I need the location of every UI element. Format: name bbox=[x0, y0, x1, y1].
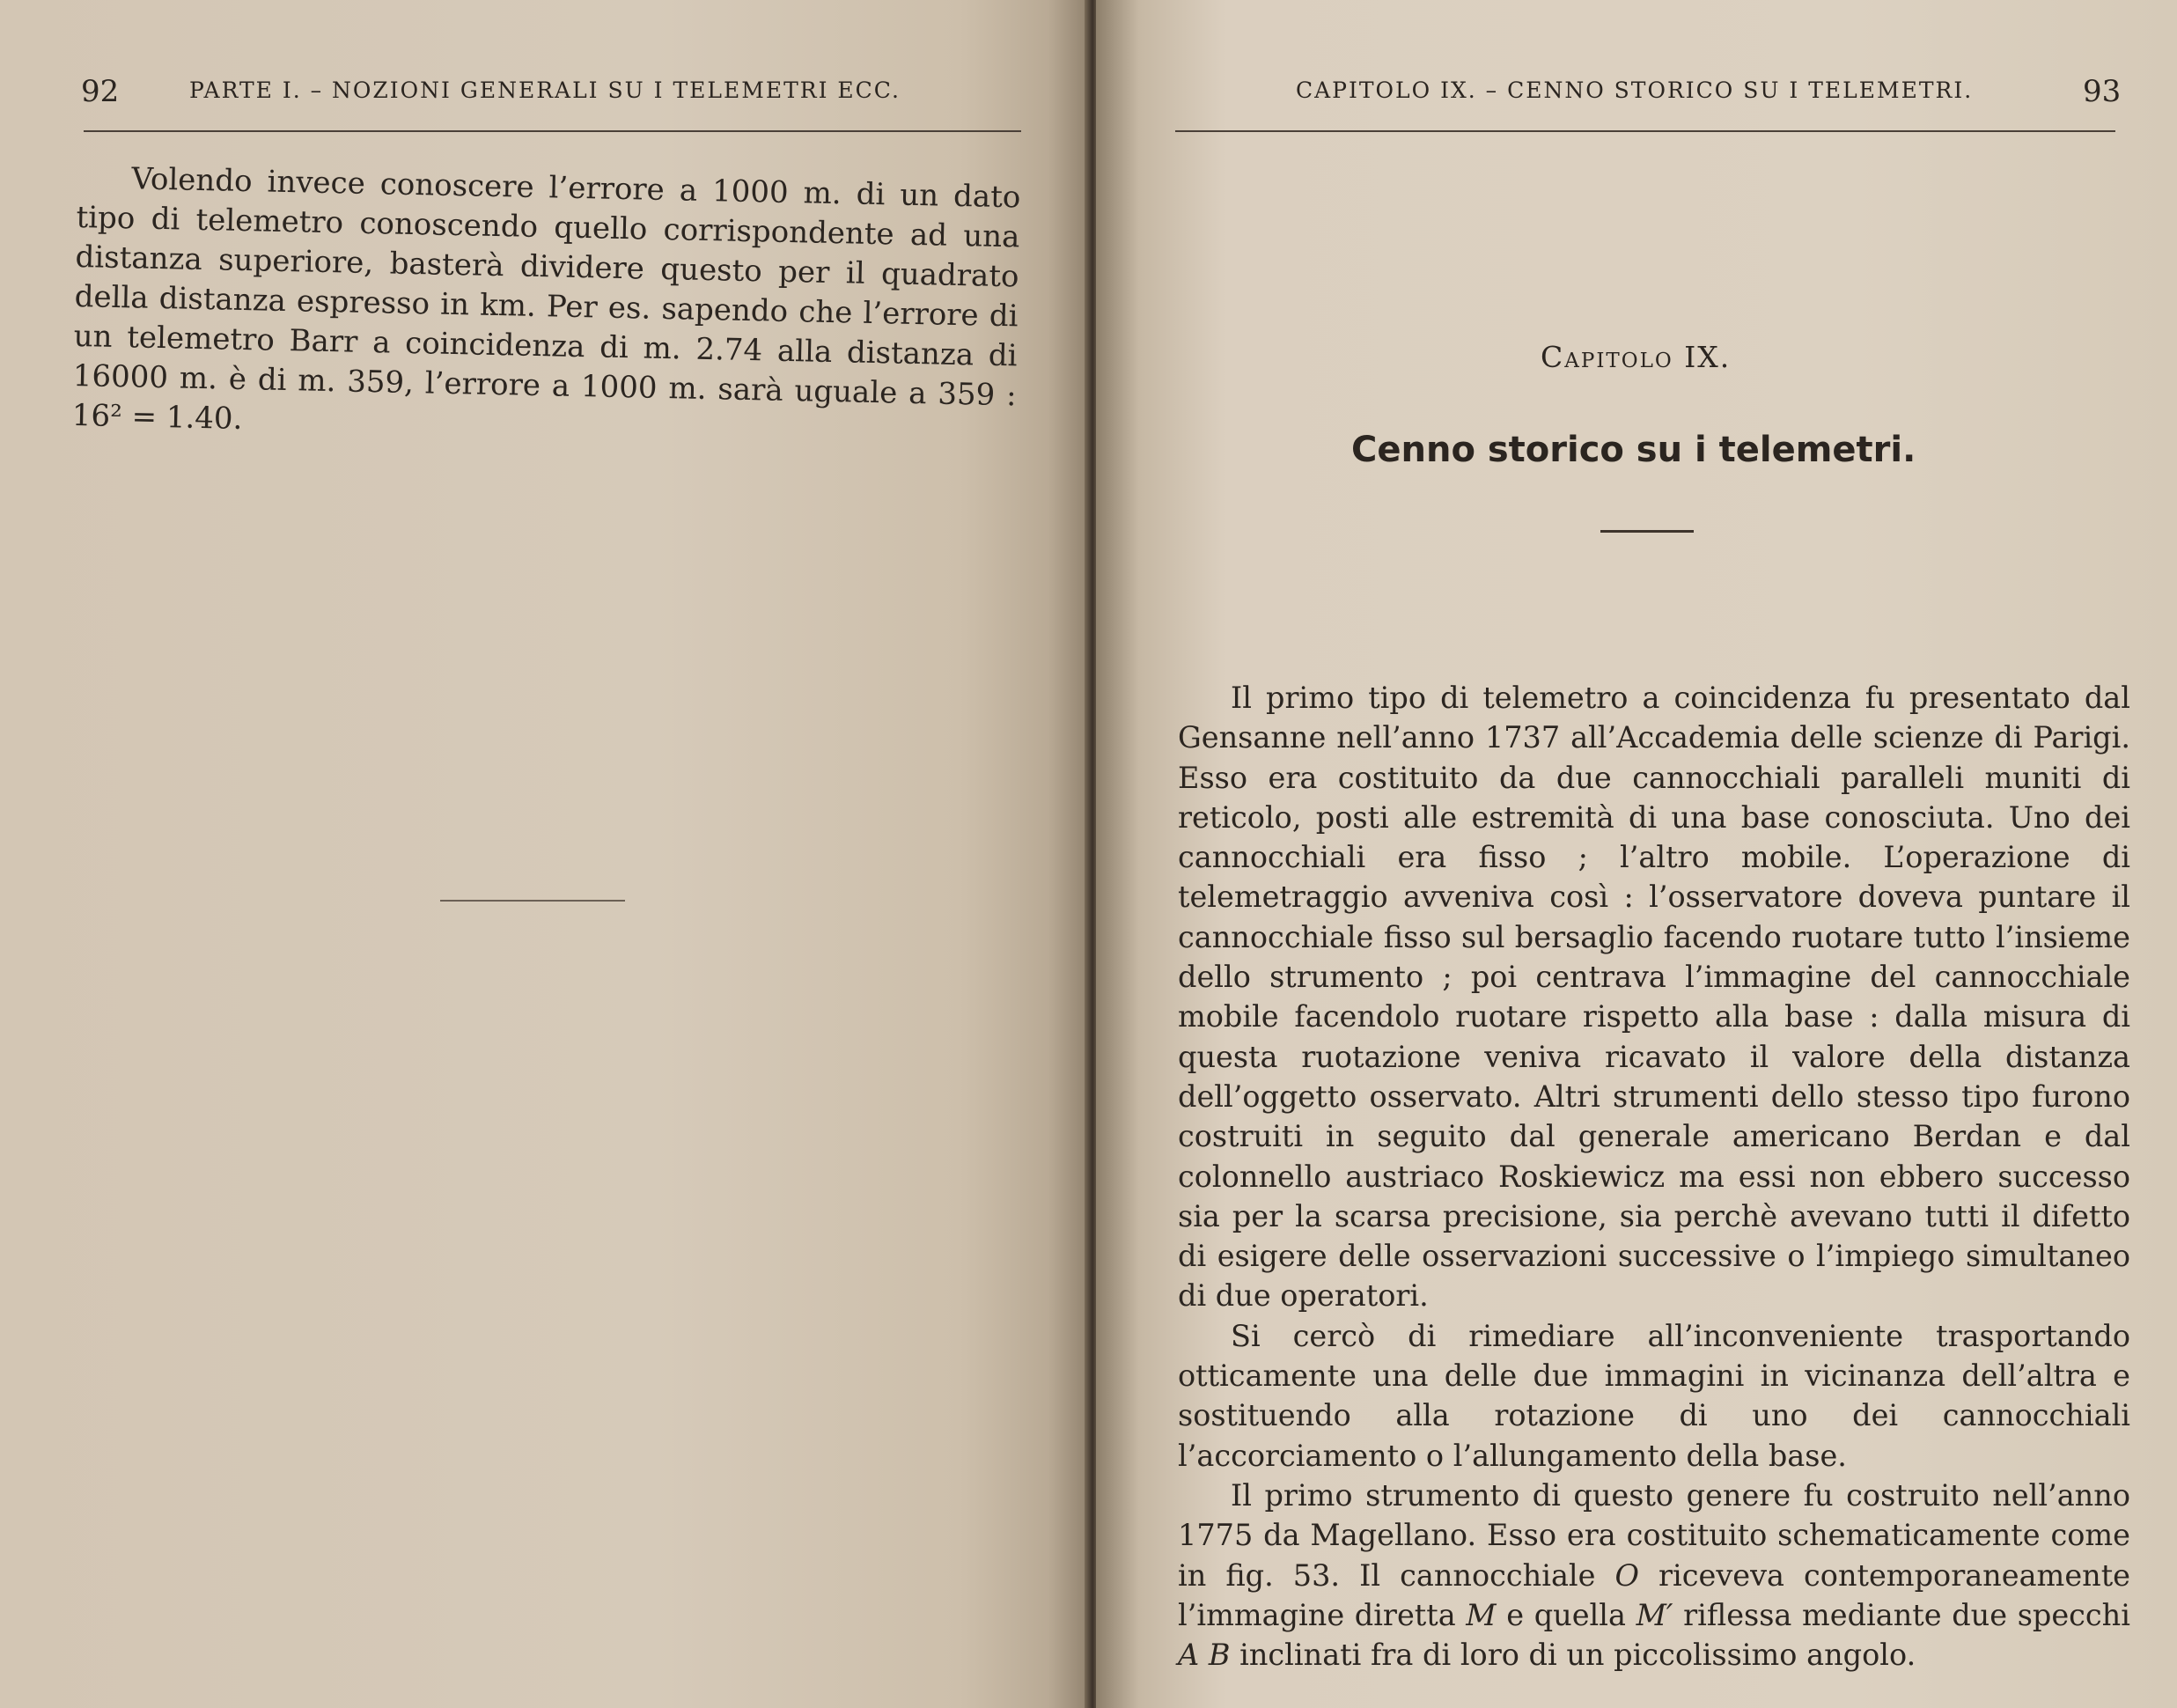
header-rule bbox=[84, 130, 1021, 132]
symbol-b: B bbox=[1208, 1638, 1231, 1673]
title-rule bbox=[1600, 530, 1694, 533]
body-paragraph: Volendo invece conoscere l’errore a 1000 m. di un dato tipo di telemetro conoscendo quello corrispondente ad una distanza superiore, basterà dividere questo per il quadrato della distanza espresso in km. Per es. sapendo che l’errore di un telemetro Barr a coincidenza di m. 2.74 alla distanza di 16000 m. è di m. 359, l’errore a 1000 m. sarà uguale a 359 : 16² = 1.40. bbox=[71, 161, 1021, 437]
symbol-m-prime: M′ bbox=[1636, 1597, 1673, 1632]
chapter-title: Cenno storico su i telemetri. bbox=[1351, 430, 1916, 470]
page-number: 92 bbox=[81, 74, 120, 109]
text-run: riceveva contemporaneamente l’immagine diretta bbox=[1178, 1557, 2131, 1632]
chapter-label: Capitolo IX. bbox=[1541, 340, 1732, 374]
text-run bbox=[1199, 1638, 1209, 1672]
symbol-a: A bbox=[1178, 1638, 1200, 1673]
text-run: inclinati fra di loro di un piccolissimo angolo. bbox=[1230, 1638, 1916, 1673]
header-rule bbox=[1175, 130, 2115, 132]
body-paragraph: Il primo tipo di telemetro a coincidenza fu presentato dal Gensanne nell’anno 1737 all’Accademia delle scienze di Parigi. Esso era costituito da due cannocchiali paralleli muniti di reticolo, posti alle estremità di una base conosciuta. Uno dei cannocchiali era fisso ; l’altro mobile. L’operazione di telemetraggio avveniva così : l’osservatore doveva puntare il cannocchiale fisso sul bersaglio facendo ruotare tutto l’insieme dello strumento ; poi centrava l’immagine del cannocchiale mobile facendolo ruotare rispetto alla base : dalla misura di questa ruotazione veniva ricavato il valore della distanza dell’oggetto osservato. Altri strumenti dello stesso tipo furono costruiti in seguito dal generale americano Berdan e dal colonnello austriaco Roskiewicz ma essi non ebbero successo sia per la scarsa precisione, sia perchè avevano tutti il difetto di esigere delle osservazioni successive o l’impiego simultaneo di due operatori. bbox=[1178, 681, 2130, 1314]
section-end-rule bbox=[440, 900, 625, 902]
chapter-body bbox=[1178, 678, 2130, 1675]
page-number: 93 bbox=[2083, 74, 2122, 109]
running-head: PARTE I. – NOZIONI GENERALI SU I TELEMETRI ECC. bbox=[189, 77, 901, 103]
symbol-m: M bbox=[1466, 1597, 1497, 1632]
text-run: e quella bbox=[1496, 1597, 1636, 1632]
body-paragraph bbox=[1178, 1476, 2130, 1675]
text-run: Il primo strumento di questo genere fu costruito nell’anno 1775 da Magellano. Esso era costituito schematicamente come in fig. 53. Il cannocchiale bbox=[1178, 1477, 2130, 1593]
running-head: CAPITOLO IX. – CENNO STORICO SU I TELEMETRI. bbox=[1296, 77, 1974, 103]
text-run: riflessa mediante due specchi bbox=[1673, 1597, 2130, 1632]
body-paragraph: Si cercò di rimediare all’inconveniente trasportando otticamente una delle due immagini in vicinanza dell’altra e sostituendo alla rotazione di uno dei cannocchiali l’accorciamento o l’allungamento della base. bbox=[1178, 1318, 2130, 1473]
symbol-o: O bbox=[1614, 1557, 1639, 1593]
